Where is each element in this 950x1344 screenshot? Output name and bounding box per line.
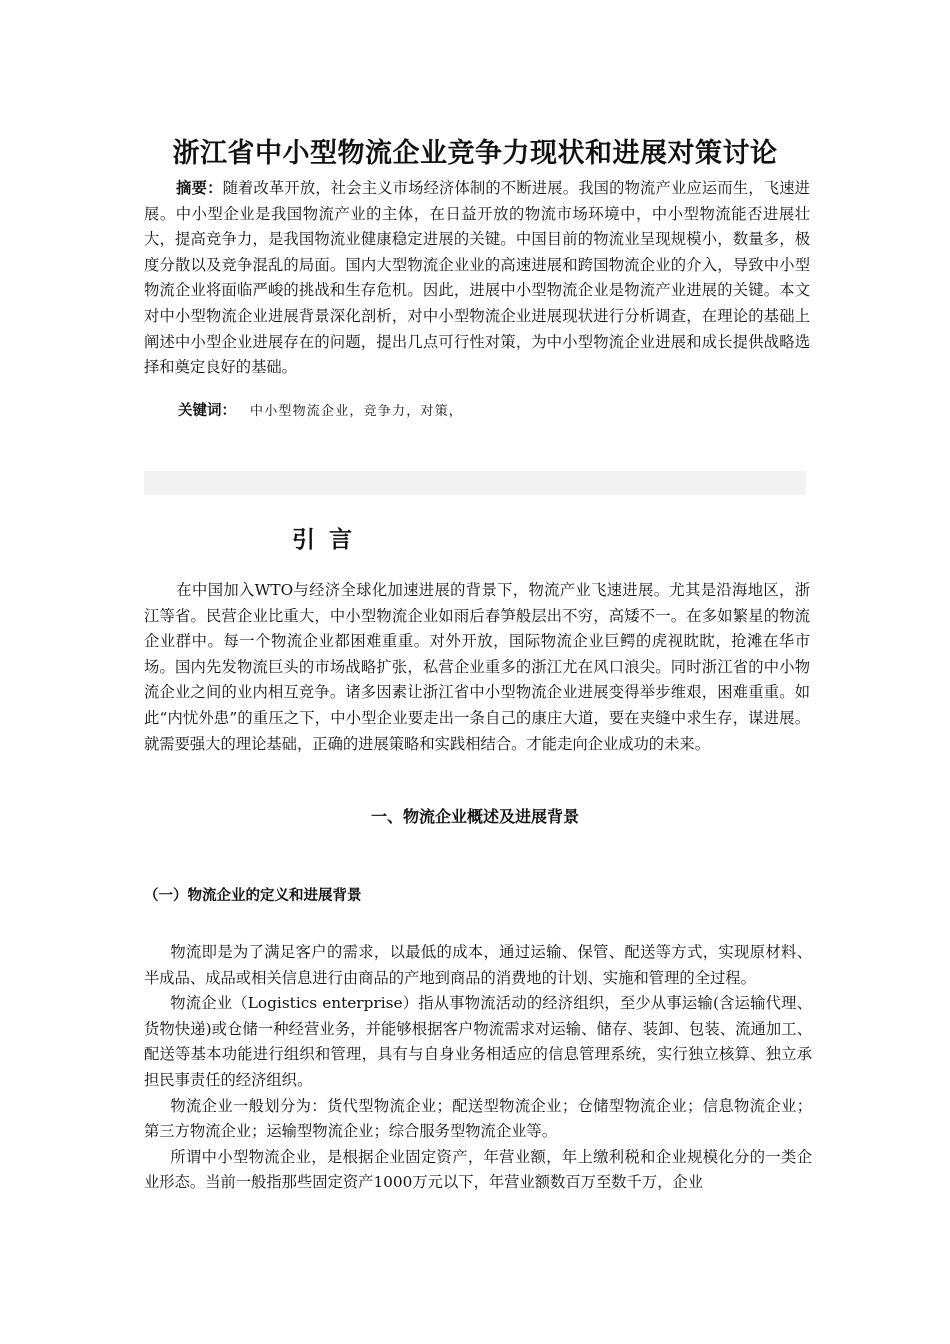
- intro-heading: 引言: [292, 527, 366, 553]
- abstract-paragraph: [144, 176, 810, 381]
- body-paragraph: [144, 1094, 812, 1145]
- keywords-label: 关键词：: [178, 403, 236, 419]
- section-heading: 一、物流企业概述及进展背景: [370, 807, 579, 826]
- intro-paragraph: [144, 578, 810, 757]
- subsection-body: [144, 940, 812, 1196]
- body-paragraph: [144, 991, 812, 1093]
- abstract-label: 摘要：: [176, 179, 223, 197]
- body-paragraph-text: 所谓中小型物流企业，是根据企业固定资产，年营业额，年上缴利税和企业规模化分的一类企业形态。当前一般指那些固定资产1000万元以下，年营业额数百万至数千万，企业: [144, 1147, 812, 1192]
- document-title: 浙江省中小型物流企业竞争力现状和进展对策讨论: [172, 138, 778, 169]
- abstract-text: 随着改革开放，社会主义市场经济体制的不断进展。我国的物流产业应运而生，飞速进展。中小型企业是我国物流产业的主体，在日益开放的物流市场环境中，中小型物流能否进展壮大，提高竞争力，是我国物流业健康稳定进展的关键。中国目前的物流业呈现规模小，数量多，极度分散以及竞争混乱的局面。国内大型物流企业业的高速进展和跨国物流企业的介入，导致中小型物流企业将面临严峻的挑战和生存危机。因此，进展中小型物流企业是物流产业进展的关键。本文对中小型物流企业进展背景深化剖析，对中小型物流企业进展现状进行分析调查，在理论的基础上阐述中小型企业进展存在的问题，提出几点可行性对策，为中小型物流企业进展和成长提供战略选择和奠定良好的基础。: [144, 179, 810, 377]
- section-divider-band: [144, 471, 806, 495]
- body-paragraph: [144, 1145, 812, 1196]
- intro-text: 在中国加入WTO与经济全球化加速进展的背景下，物流产业飞速进展。尤其是沿海地区，浙江等省。民营企业比重大，中小型物流企业如雨后春笋般层出不穷，高矮不一。在多如繁星的物流企业群中。每一个物流企业都困难重重。对外开放，国际物流企业巨鳄的虎视眈眈，抢滩在华市场。国内先发物流巨头的市场战略扩张，私营企业重多的浙江尤在风口浪尖。同时浙江省的中小物流企业之间的业内相互竞争。诸多因素让浙江省中小型物流企业进展变得举步维艰，困难重重。如此“内忧外患”的重压之下，中小型企业要走出一条自己的康庄大道，要在夹缝中求生存，谋进展。就需要强大的理论基础，正确的进展策略和实践相结合。才能走向企业成功的未来。: [144, 581, 810, 753]
- keywords-line: [178, 399, 463, 420]
- body-paragraph-text: 物流企业（Logistics enterprise）指从事物流活动的经济组织，至少从事运输(含运输代理、货物快递)或仓储一种经营业务，并能够根据客户物流需求对运输、储存、装卸、包装、流通加工、配送等基本功能进行组织和管理，具有与自身业务相适应的信息管理系统，实行独立核算、独立承担民事责任的经济组织。: [144, 994, 812, 1089]
- body-paragraph-text: 物流即是为了满足客户的需求，以最低的成本，通过运输、保管、配送等方式，实现原材料、半成品、成品或相关信息进行由商品的产地到商品的消费地的计划、实施和管理的全过程。: [144, 943, 812, 987]
- keywords-value: 中小型物流企业，竞争力，对策，: [250, 404, 464, 419]
- subsection-heading: （一）物流企业的定义和进展背景: [144, 888, 362, 904]
- body-paragraph-text: 物流企业一般划分为：货代型物流企业；配送型物流企业；仓储型物流企业；信息物流企业；第三方物流企业；运输型物流企业；综合服务型物流企业等。: [144, 1096, 812, 1141]
- body-paragraph: [144, 940, 812, 991]
